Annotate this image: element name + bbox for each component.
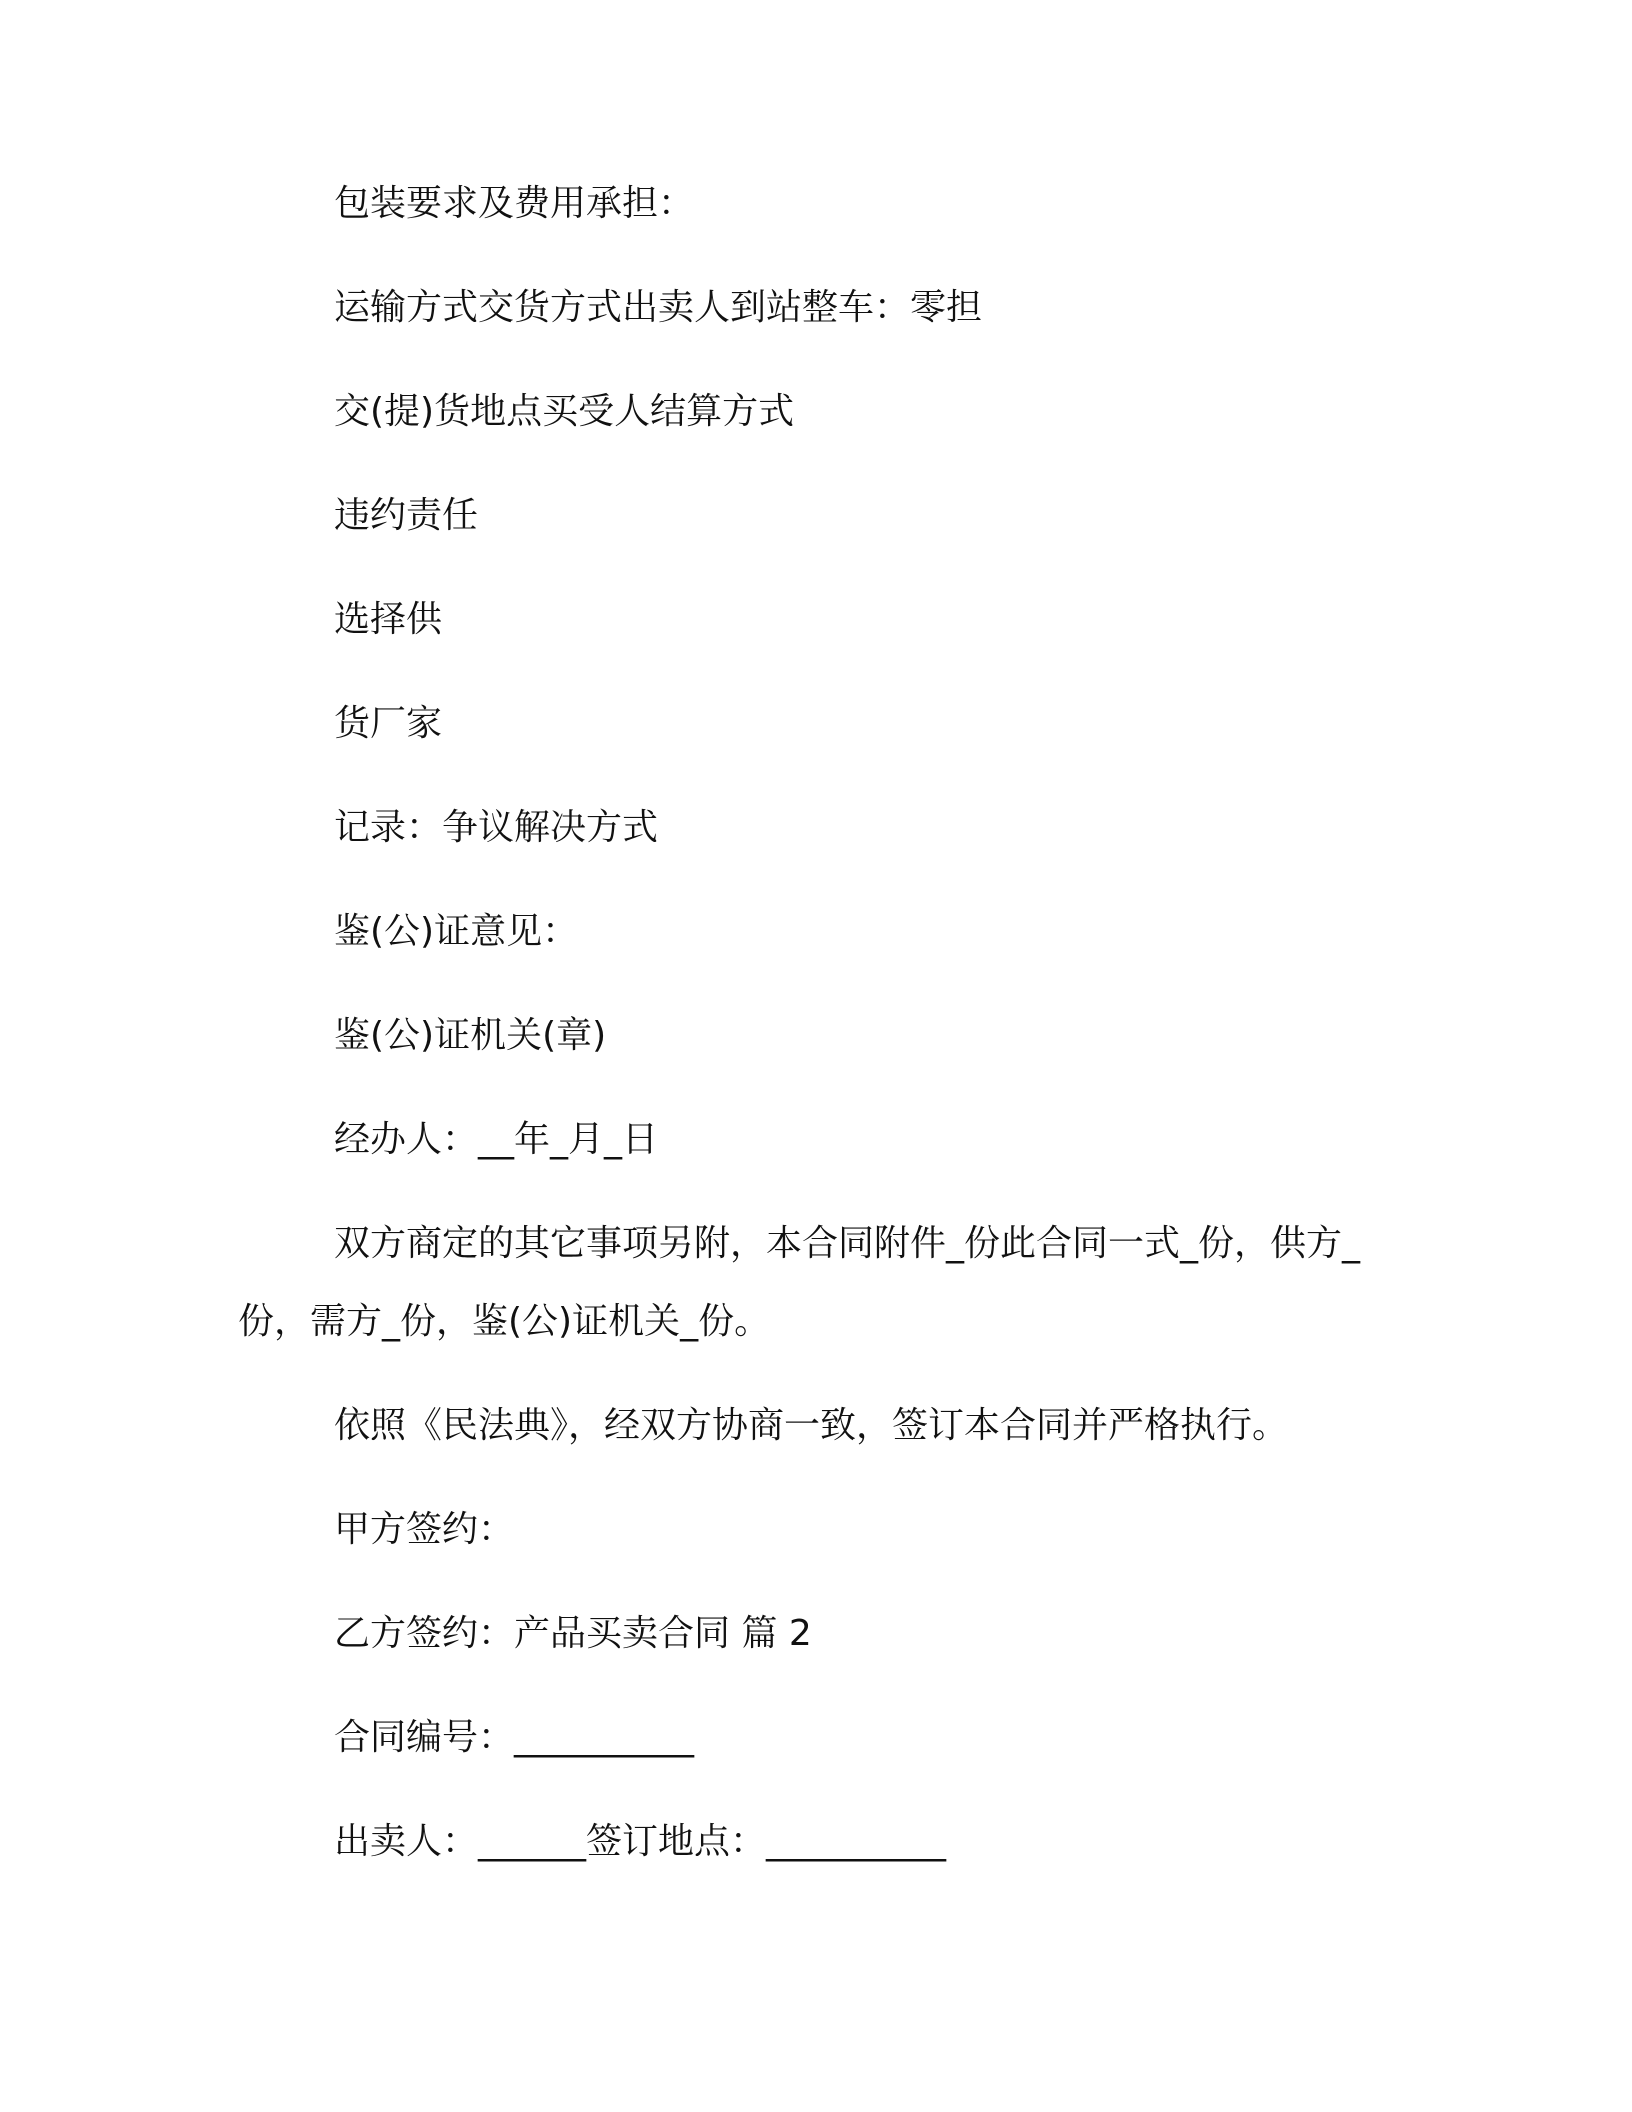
- paragraph-supplier-factory: 货厂家: [334, 703, 443, 744]
- paragraph-handler-date: 经办人：__年_月_日: [334, 1119, 659, 1160]
- paragraph-civil-code: 依照《民法典》，经双方协商一致，签订本合同并严格执行。: [334, 1405, 1289, 1446]
- paragraph-other-matters: 双方商定的其它事项另附，本合同附件_份此合同一式_份，供方_份，需方_份，鉴(公)证机关_份。: [238, 1223, 1361, 1342]
- paragraph-packaging: 包装要求及费用承担：: [334, 183, 695, 224]
- paragraph-contract-number: 合同编号：__________: [334, 1717, 695, 1758]
- paragraph-delivery-location: 交(提)货地点买受人结算方式: [334, 391, 795, 432]
- paragraph-transport: 运输方式交货方式出卖人到站整车：零担: [334, 287, 983, 328]
- paragraph-notary-opinion: 鉴(公)证意见：: [334, 911, 579, 952]
- paragraph-liability: 违约责任: [334, 495, 479, 536]
- paragraph-party-b-sign: 乙方签约：产品买卖合同 篇 2: [334, 1613, 812, 1654]
- paragraph-select-supplier: 选择供: [334, 599, 443, 640]
- paragraph-seller-location: 出卖人：______签订地点：__________: [334, 1821, 947, 1862]
- paragraph-dispute: 记录：争议解决方式: [334, 807, 659, 848]
- document-body: [238, 183, 1388, 1928]
- paragraph-notary-seal: 鉴(公)证机关(章): [334, 1015, 607, 1056]
- paragraph-party-a-sign: 甲方签约：: [334, 1509, 515, 1550]
